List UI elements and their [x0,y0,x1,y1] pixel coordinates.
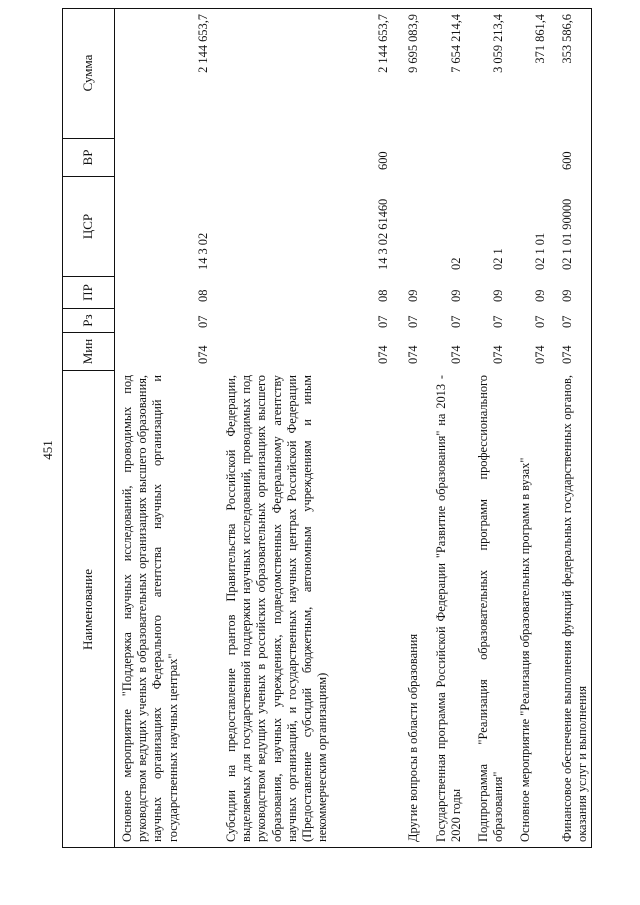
row-vr: 600 [560,151,574,170]
row-sum: 7 654 214,4 [449,14,463,73]
budget-table-sheet [62,8,592,848]
row-pr: 09 [406,289,420,302]
row-csr: 14 3 02 61460 [376,198,390,270]
row-csr: 02 1 [491,248,505,270]
row-name: Основное мероприятие "Поддержка научных исследований, проводимых под руководством ведущих ученых в образовательных организациях высшего образования, научных организациях Федерального агентства научных организаций и государственных научных центрах" [120,375,180,842]
row-rz: 07 [560,315,574,328]
row-name: Основное мероприятие "Реализация образовательных программ в вузах" [518,457,532,842]
page-number: 451 [40,440,55,460]
row-name: Другие вопросы в области образования [406,633,420,842]
row-pr: 09 [533,289,547,302]
row-csr: 02 1 01 90000 [560,198,574,270]
row-rz: 07 [533,315,547,328]
row-csr: 02 [449,257,463,270]
budget-table [62,8,592,848]
header-csr: ЦСР [62,176,114,276]
row-csr: 14 3 02 [196,232,210,270]
row-sum: 2 144 653,7 [376,14,390,73]
row-min: 074 [449,345,463,364]
row-name: Финансовое обеспечение выполнения функций федеральных государственных органов, оказания услуг и выполнения [560,375,590,842]
header-rz: Рз [62,308,114,332]
row-name: Подпрограмма "Реализация образовательных программ профессионального образования" [476,375,506,842]
row-name: Субсидии на предоставление грантов Правительства Российской Федерации, выделяемых для государственной поддержки научных исследований, проводимых под руководством ведущих ученых в российских образовательных организациях высшего образования, научных учреждениях, подведомственных Федеральному агентству научных организаций, и государственных научных центрах Российской Федерации (Предоставление субсидий бюджетным, автономным учреждениям и иным некоммерческим организациям) [224,375,330,842]
row-name: Государственная программа Российской Федерации "Развитие образования" на 2013 - 2020 годы [434,375,464,842]
row-csr: 02 1 01 [533,232,547,270]
row-sum: 353 586,6 [560,14,574,64]
row-pr: 09 [491,289,505,302]
row-min: 074 [376,345,390,364]
header-divider [114,8,115,848]
row-rz: 07 [406,315,420,328]
row-rz: 07 [196,315,210,328]
row-sum: 2 144 653,7 [196,14,210,73]
row-rz: 07 [376,315,390,328]
row-min: 074 [406,345,420,364]
row-pr: 08 [196,289,210,302]
row-vr: 600 [376,151,390,170]
row-rz: 07 [491,315,505,328]
row-min: 074 [196,345,210,364]
header-name: Наименование [62,370,114,848]
row-sum: 371 861,4 [533,14,547,64]
row-sum: 9 695 083,9 [406,14,420,73]
row-min: 074 [533,345,547,364]
header-min: Мин [62,332,114,370]
row-pr: 08 [376,289,390,302]
header-sum: Сумма [80,54,95,92]
row-pr: 09 [449,289,463,302]
row-min: 074 [560,345,574,364]
row-rz: 07 [449,315,463,328]
row-min: 074 [491,345,505,364]
header-vr: ВР [62,138,114,176]
header-pr: ПР [62,276,114,308]
row-pr: 09 [560,289,574,302]
row-sum: 3 059 213,4 [491,14,505,73]
